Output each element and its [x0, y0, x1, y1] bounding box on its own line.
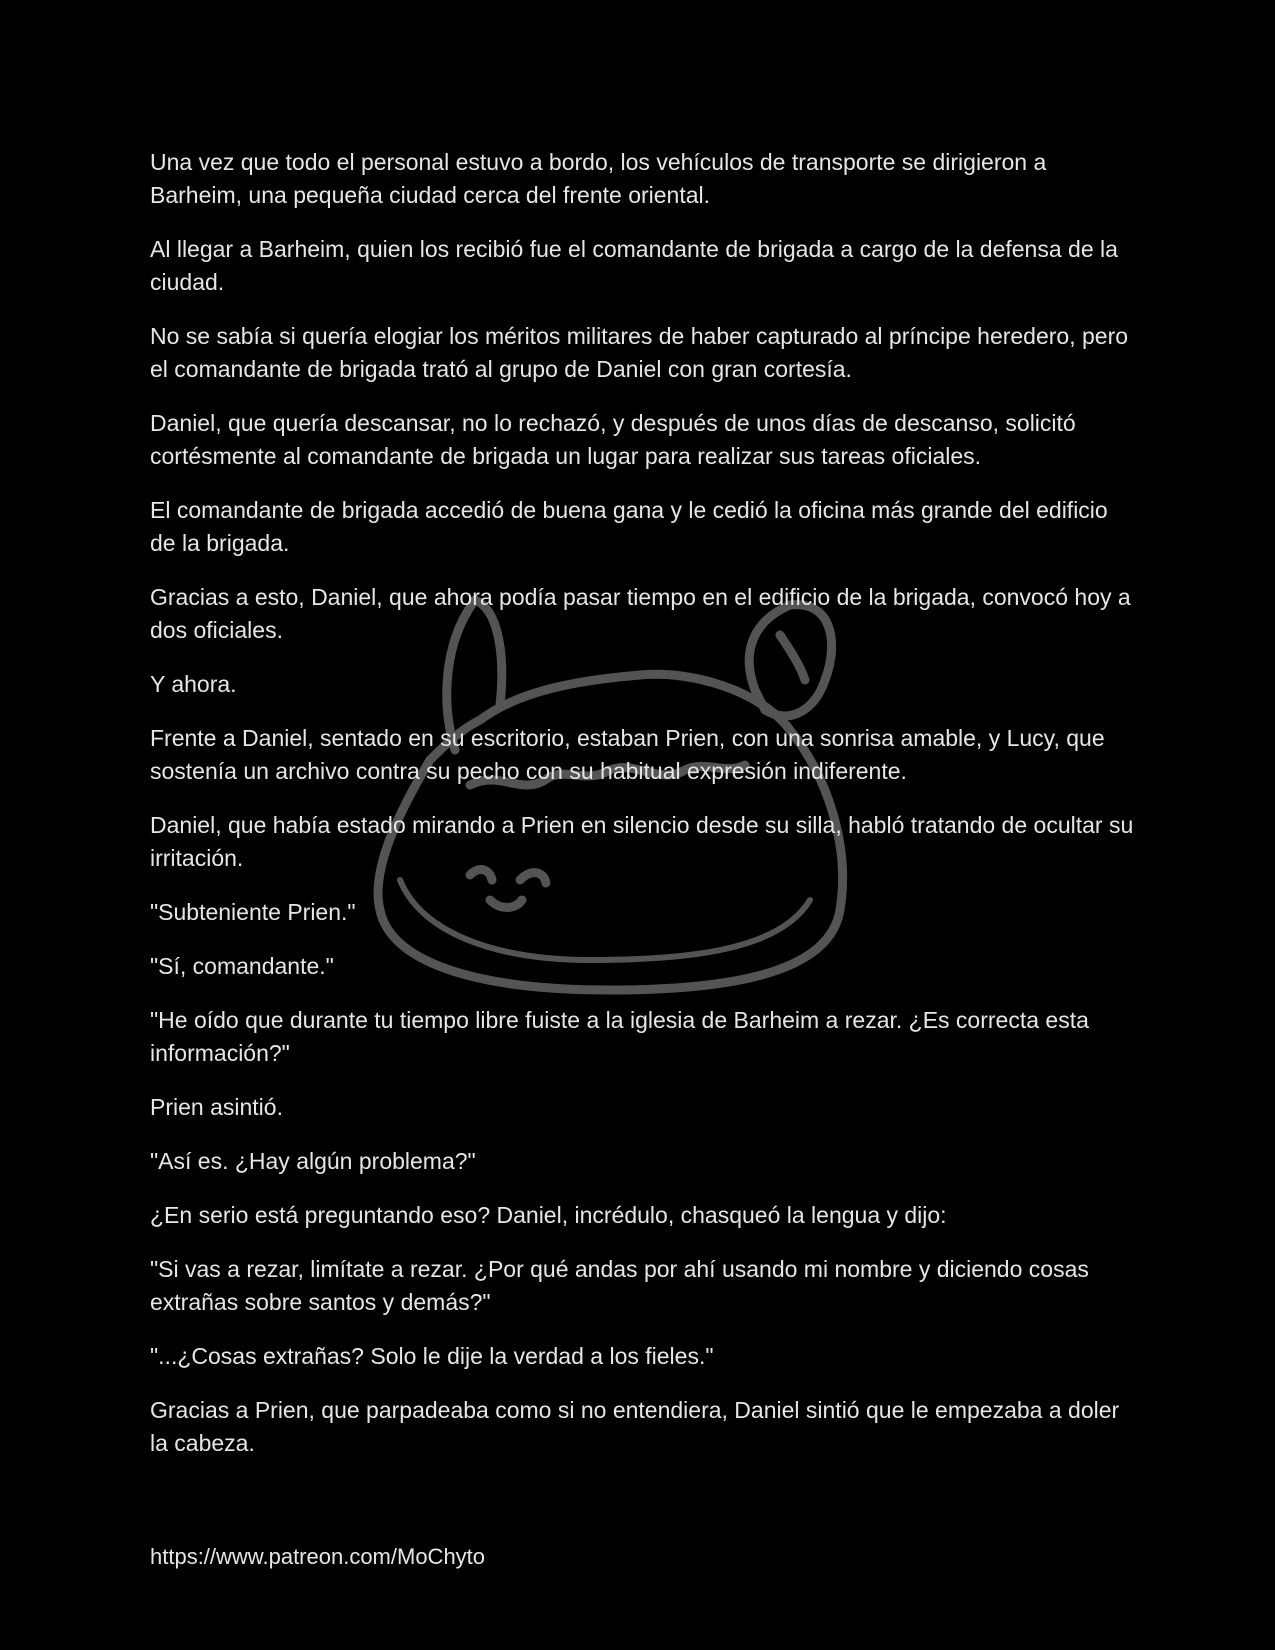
paragraph: "Así es. ¿Hay algún problema?" — [150, 1148, 476, 1174]
paragraph: "He oído que durante tu tiempo libre fuiste a la iglesia de Barheim a rezar. ¿Es correcta esta información?" — [150, 1007, 1089, 1066]
paragraph: "Sí, comandante." — [150, 953, 334, 979]
paragraph: Daniel, que había estado mirando a Prien en silencio desde su silla, habló tratando de ocultar su irritación. — [150, 812, 1134, 871]
paragraph: Gracias a Prien, que parpadeaba como si no entendiera, Daniel sintió que le empezaba a doler la cabeza. — [150, 1397, 1120, 1456]
paragraph: Prien asintió. — [150, 1094, 283, 1120]
patreon-link[interactable]: https://www.patreon.com/MoChyto — [150, 1544, 486, 1569]
paragraph: Gracias a esto, Daniel, que ahora podía pasar tiempo en el edificio de la brigada, convocó hoy a dos oficiales. — [150, 584, 1131, 643]
paragraph: Al llegar a Barheim, quien los recibió fue el comandante de brigada a cargo de la defensa de la ciudad. — [150, 236, 1118, 295]
chapter-text — [150, 146, 1135, 1481]
paragraph: El comandante de brigada accedió de buena gana y le cedió la oficina más grande del edificio de la brigada. — [150, 497, 1108, 556]
paragraph: ¿En serio está preguntando eso? Daniel, incrédulo, chasqueó la lengua y dijo: — [150, 1202, 947, 1228]
paragraph: Daniel, que quería descansar, no lo rechazó, y después de unos días de descanso, solicitó cortésmente al comandante de brigada un lugar para realizar sus tareas oficiales. — [150, 410, 1076, 469]
paragraph: Frente a Daniel, sentado en su escritorio, estaban Prien, con una sonrisa amable, y Lucy, que sostenía un archivo contra su pecho con su habitual expresión indiferente. — [150, 725, 1105, 784]
paragraph: Y ahora. — [150, 671, 237, 697]
paragraph: Una vez que todo el personal estuvo a bordo, los vehículos de transporte se dirigieron a Barheim, una pequeña ciudad cerca del frente oriental. — [150, 149, 1047, 208]
paragraph: No se sabía si quería elogiar los méritos militares de haber capturado al príncipe heredero, pero el comandante de brigada trató al grupo de Daniel con gran cortesía. — [150, 323, 1129, 382]
paragraph: "Si vas a rezar, limítate a rezar. ¿Por qué andas por ahí usando mi nombre y diciendo cosas extrañas sobre santos y demás?" — [150, 1256, 1089, 1315]
paragraph: "...¿Cosas extrañas? Solo le dije la verdad a los fieles." — [150, 1343, 714, 1369]
paragraph: "Subteniente Prien." — [150, 899, 356, 925]
